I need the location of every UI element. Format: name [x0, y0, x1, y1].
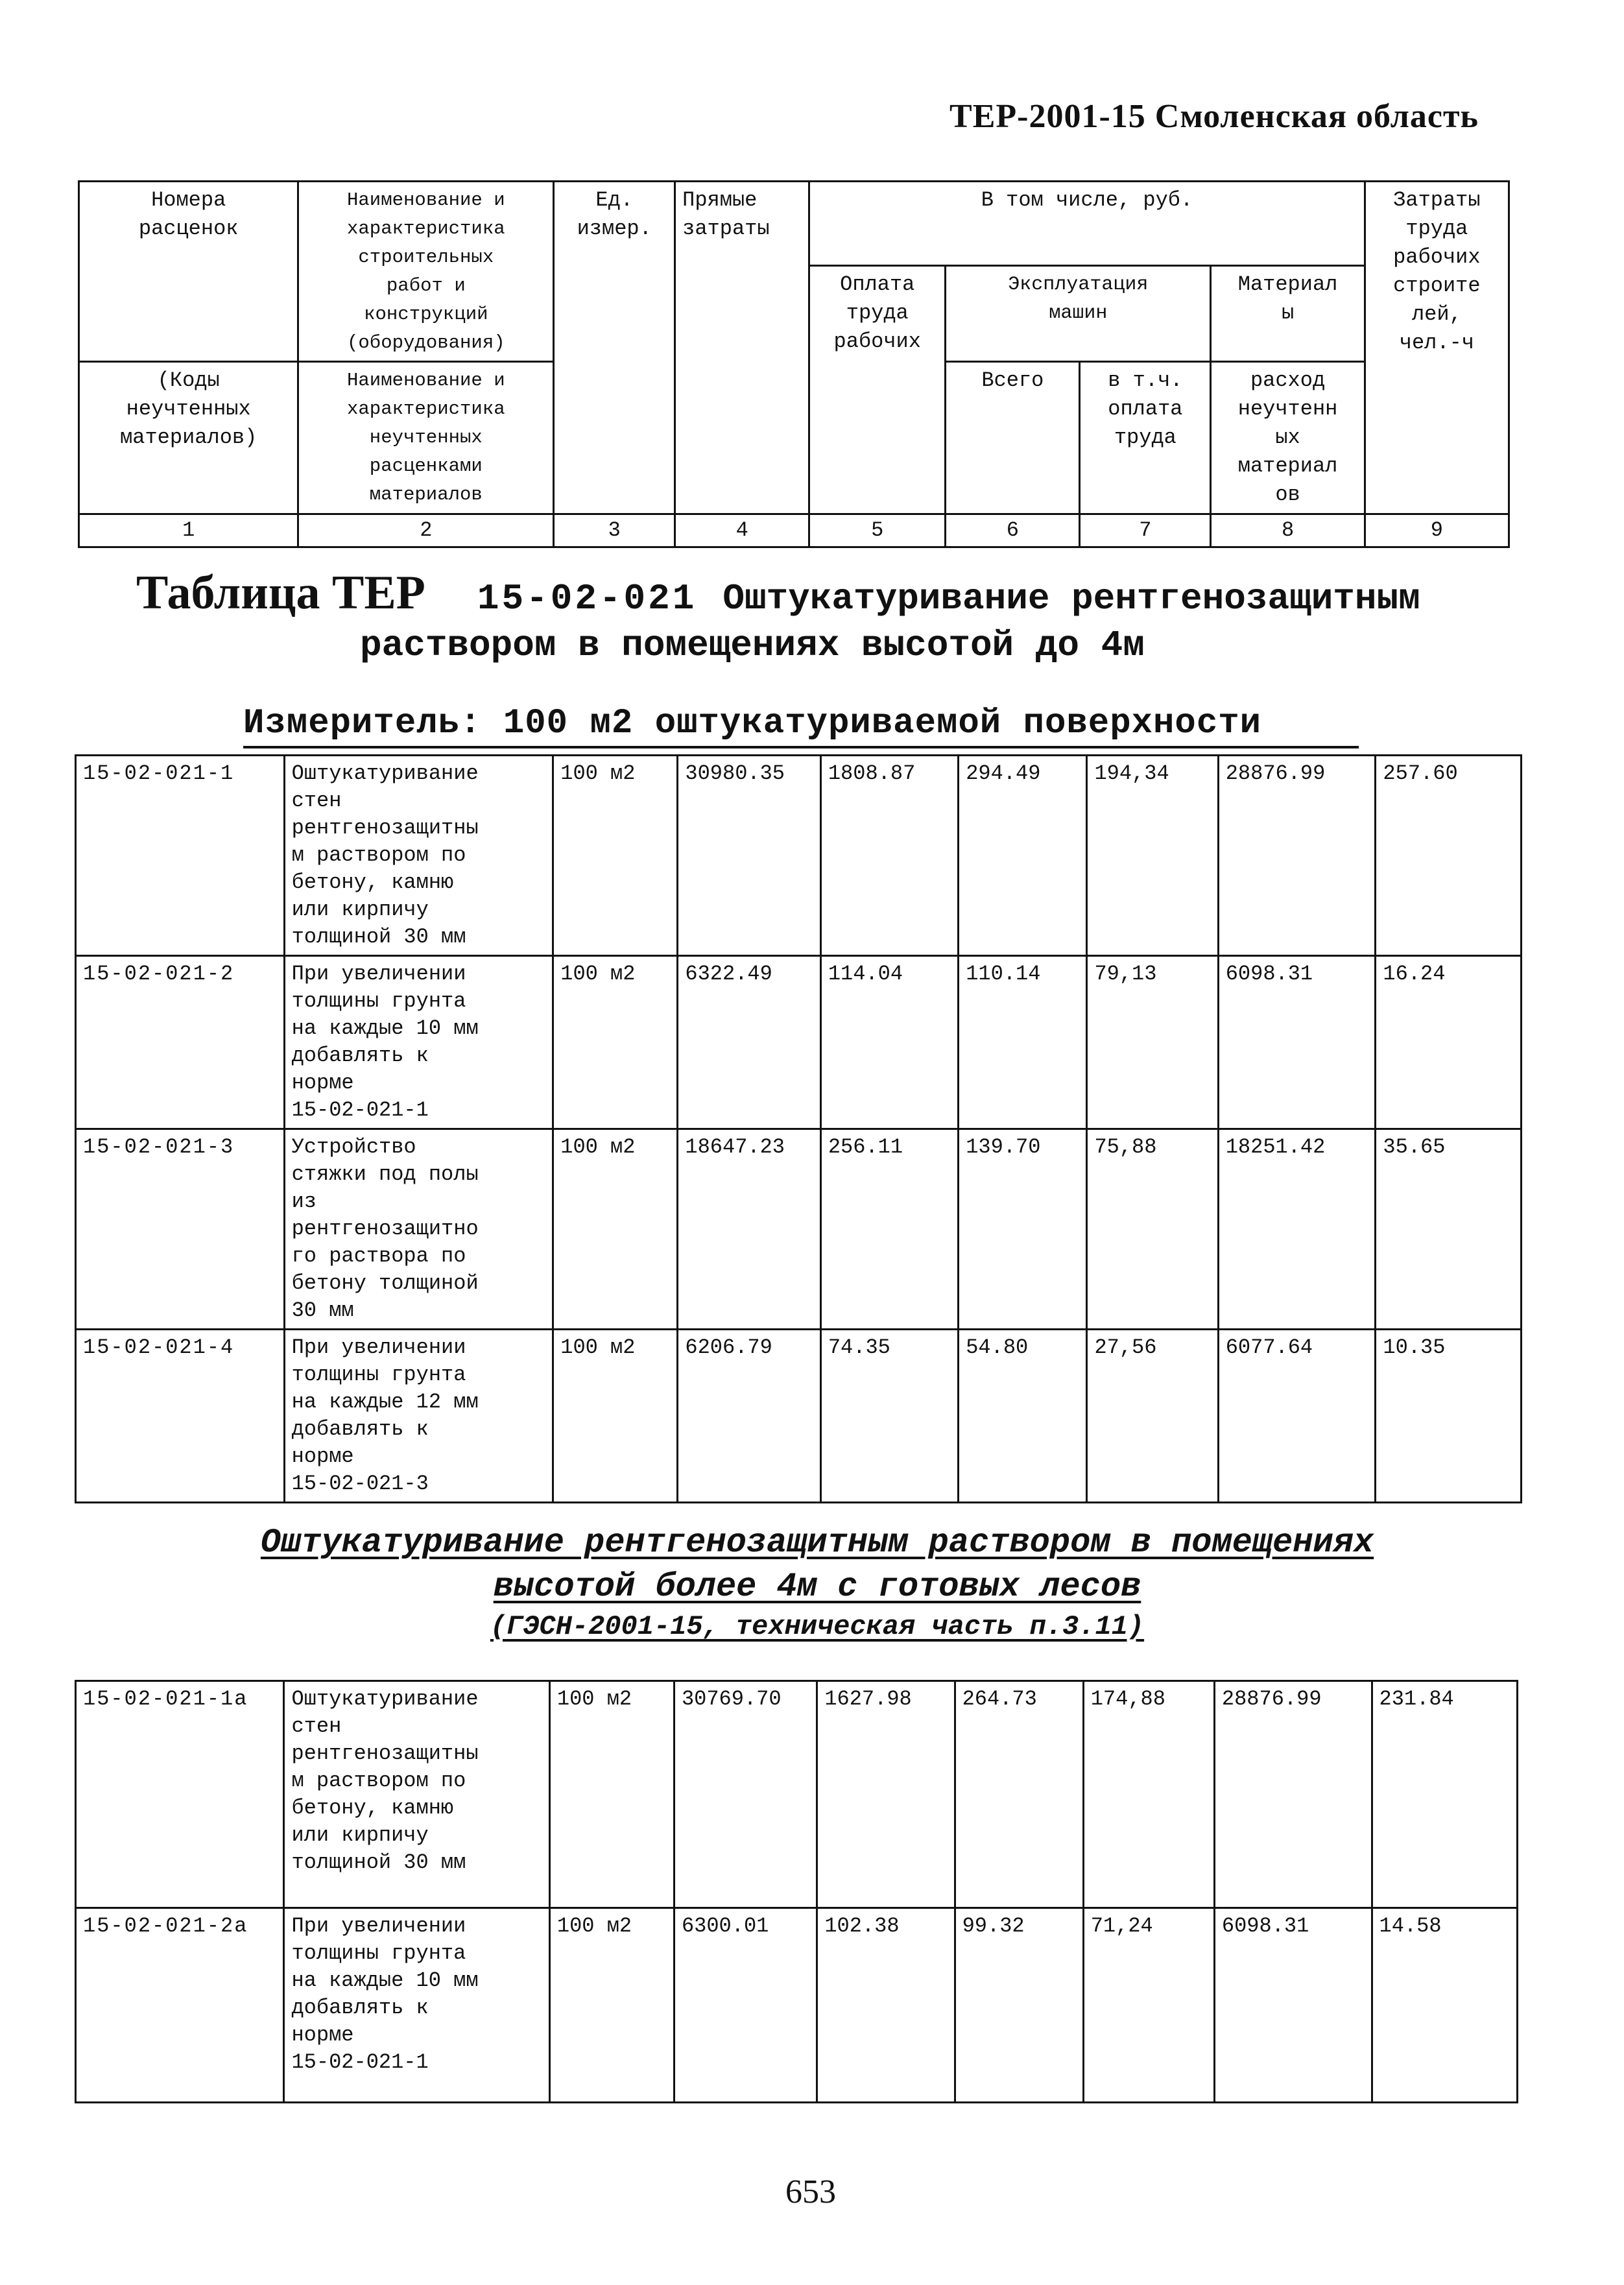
header-col2-bottom: Наименование и характеристика неучтенных расценками материалов: [298, 361, 554, 514]
table-row: [76, 1330, 1522, 1503]
cell-name: Устройство стяжки под полы из рентгенозащитно го раствора по бетону толщиной 30 мм: [284, 1129, 553, 1330]
cell-materials: 6098.31: [1214, 1908, 1372, 2103]
cell-code: 15-02-021-4: [76, 1330, 285, 1503]
table-title: [136, 566, 1498, 669]
cell-name: При увеличении толщины грунта на каждые 10 мм добавлять к норме 15-02-021-1: [284, 956, 553, 1129]
cell-name: Оштукатуривание стен рентгенозащитны м раствором по бетону, камню или кирпичу толщиной 30 мм: [284, 756, 553, 956]
col-number: 1: [79, 514, 298, 547]
header-col7: в т.ч. оплата труда: [1080, 361, 1211, 514]
cell-unit: 100 м2: [549, 1908, 674, 2103]
page-header: ТЕР-2001-15 Смоленская область: [949, 98, 1479, 135]
cell-direct: 18647.23: [678, 1129, 820, 1330]
cell-machines: 264.73: [955, 1681, 1083, 1908]
header-col8-top: Материал ы: [1211, 266, 1365, 362]
header-col4: Прямые затраты: [675, 182, 809, 514]
col-number: 3: [554, 514, 675, 547]
table-row: [76, 1681, 1518, 1908]
col-number: 5: [809, 514, 946, 547]
cell-labor: 1808.87: [820, 756, 958, 956]
col-number: 2: [298, 514, 554, 547]
cell-code: 15-02-021-2: [76, 956, 285, 1129]
table-title-code: 15-02-021: [477, 578, 697, 619]
cell-unit: 100 м2: [553, 1330, 678, 1503]
table-row: [76, 1129, 1522, 1330]
cell-materials: 28876.99: [1214, 1681, 1372, 1908]
header-col9: Затраты труда рабочих строите лей, чел.-ч: [1365, 182, 1509, 514]
col-number: 8: [1211, 514, 1365, 547]
cell-hours: 16.24: [1376, 956, 1522, 1129]
cell-materials: 28876.99: [1218, 756, 1376, 956]
cell-machines: 54.80: [959, 1330, 1087, 1503]
cell-labor: 256.11: [820, 1129, 958, 1330]
rates-table-second-body: [76, 1681, 1518, 2103]
header-col8-bottom: расход неучтенн ых материал ов: [1211, 361, 1365, 514]
cell-code: 15-02-021-1: [76, 756, 285, 956]
cell-hours: 10.35: [1376, 1330, 1522, 1503]
meter-label: Измеритель: 100 м2 оштукатуриваемой поверхности: [243, 704, 1262, 743]
cell-unit: 100 м2: [553, 1129, 678, 1330]
cell-machines-labor: 194,34: [1087, 756, 1218, 956]
cell-machines-labor: 27,56: [1087, 1330, 1218, 1503]
table-title-prefix: Таблица ТЕР: [136, 566, 425, 619]
meter-underline: [243, 746, 1359, 748]
col-number: 9: [1365, 514, 1509, 547]
header-col3: Ед. измер.: [554, 182, 675, 514]
cell-labor: 102.38: [817, 1908, 955, 2103]
cell-name: При увеличении толщины грунта на каждые 10 мм добавлять к норме 15-02-021-1: [284, 1908, 549, 2103]
page-number: 653: [785, 2173, 836, 2210]
cell-direct: 6322.49: [678, 956, 820, 1129]
cell-direct: 6206.79: [678, 1330, 820, 1503]
header-group: В том числе, руб.: [809, 182, 1365, 266]
header-table: [78, 180, 1510, 548]
header-col2-top: Наименование и характеристика строительных работ и конструкций (оборудования): [298, 182, 554, 362]
cell-machines-labor: 174,88: [1083, 1681, 1214, 1908]
rates-table-second: [75, 1680, 1518, 2103]
header-col5-bottom: [809, 361, 946, 514]
cell-code: 15-02-021-1а: [76, 1681, 284, 1908]
header-col5: Оплата труда рабочих: [809, 266, 946, 362]
cell-labor: 1627.98: [817, 1681, 955, 1908]
rates-table-main: [75, 754, 1522, 1503]
cell-machines: 294.49: [959, 756, 1087, 956]
col-number: 7: [1080, 514, 1211, 547]
cell-machines: 99.32: [955, 1908, 1083, 2103]
cell-hours: 231.84: [1372, 1681, 1518, 1908]
section-title-line2: высотой более 4м с готовых лесов: [493, 1568, 1141, 1606]
cell-hours: 14.58: [1372, 1908, 1518, 2103]
cell-name: При увеличении толщины грунта на каждые 12 мм добавлять к норме 15-02-021-3: [284, 1330, 553, 1503]
table-title-line1: Оштукатуривание рентгенозащитным: [722, 578, 1420, 619]
col-number: 6: [946, 514, 1080, 547]
cell-hours: 35.65: [1376, 1129, 1522, 1330]
table-title-line2: раствором в помещениях высотой до 4м: [360, 625, 1145, 666]
cell-hours: 257.60: [1376, 756, 1522, 956]
col-number: 4: [675, 514, 809, 547]
header-col6: Всего: [946, 361, 1080, 514]
cell-direct: 6300.01: [674, 1908, 817, 2103]
cell-unit: 100 м2: [553, 956, 678, 1129]
cell-unit: 100 м2: [549, 1681, 674, 1908]
rates-table-main-body: [76, 756, 1522, 1503]
cell-direct: 30980.35: [678, 756, 820, 956]
cell-machines-labor: 71,24: [1083, 1908, 1214, 2103]
section-title-line1: Оштукатуривание рентгенозащитным раствором в помещениях: [260, 1524, 1374, 1562]
section-title-line3: (ГЭСН-2001-15, техническая часть п.3.11): [490, 1611, 1145, 1642]
cell-materials: 6098.31: [1218, 956, 1376, 1129]
cell-labor: 74.35: [820, 1330, 958, 1503]
cell-machines: 139.70: [959, 1129, 1087, 1330]
cell-machines: 110.14: [959, 956, 1087, 1129]
header-col1-bottom: (Коды неучтенных материалов): [79, 361, 298, 514]
cell-direct: 30769.70: [674, 1681, 817, 1908]
section-title: [130, 1521, 1505, 1644]
cell-machines-labor: 79,13: [1087, 956, 1218, 1129]
cell-code: 15-02-021-2а: [76, 1908, 284, 2103]
header-numbers-row: [79, 514, 1509, 547]
header-col1-top: Номера расценок: [79, 182, 298, 362]
cell-materials: 18251.42: [1218, 1129, 1376, 1330]
cell-code: 15-02-021-3: [76, 1129, 285, 1330]
cell-machines-labor: 75,88: [1087, 1129, 1218, 1330]
cell-materials: 6077.64: [1218, 1330, 1376, 1503]
table-row: [76, 1908, 1518, 2103]
table-row: [76, 956, 1522, 1129]
header-col67: Эксплуатация машин: [946, 266, 1211, 362]
cell-labor: 114.04: [820, 956, 958, 1129]
table-row: [76, 756, 1522, 956]
cell-unit: 100 м2: [553, 756, 678, 956]
cell-name: Оштукатуривание стен рентгенозащитны м раствором по бетону, камню или кирпичу толщиной 30 мм: [284, 1681, 549, 1908]
